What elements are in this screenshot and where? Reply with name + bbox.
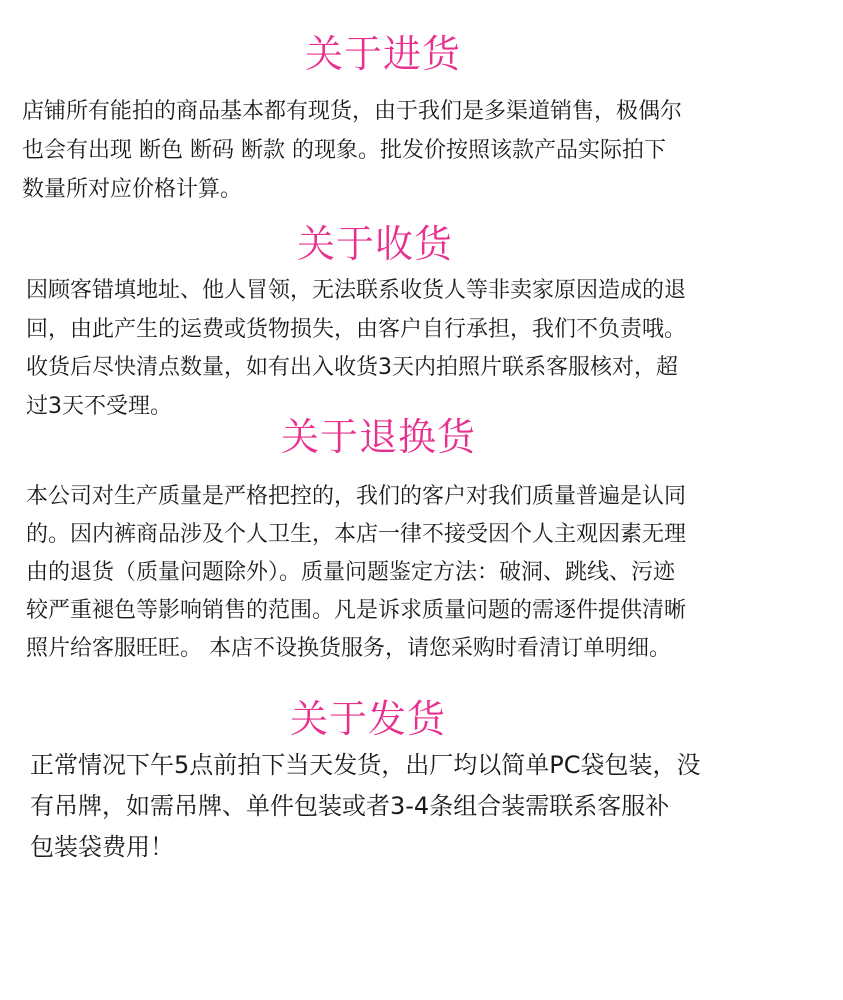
body-line: 有吊牌，如需吊牌、单件包装或者3-4条组合装需联系客服补 xyxy=(30,792,670,820)
body-line: 照片给客服旺旺。 本店不设换货服务，请您采购时看清订单明细。 xyxy=(26,636,671,661)
body-line: 的。因内裤商品涉及个人卫生，本店一律不接受因个人主观因素无理 xyxy=(26,522,687,547)
body-line: 由的退货（质量问题除外）。质量问题鉴定方法：破洞、跳线、污迹 xyxy=(26,560,676,585)
body-line: 本公司对生产质量是严格把控的，我们的客户对我们质量普遍是认同 xyxy=(26,484,687,509)
section-title-purchasing: 关于进货 xyxy=(305,32,462,76)
section-body-returns xyxy=(26,478,686,668)
body-line: 数量所对应价格计算。 xyxy=(22,177,243,202)
body-line: 因顾客错填地址、他人冒领，无法联系收货人等非卖家原因造成的退 xyxy=(26,278,687,303)
body-line: 也会有出现 断色 断码 断款 的现象。批发价按照该款产品实际拍下 xyxy=(22,138,666,163)
body-line: 正常情况下午5点前拍下当天发货，出厂均以简单PC袋包装，没 xyxy=(30,751,701,779)
section-title-shipping: 关于发货 xyxy=(290,697,447,741)
body-line: 店铺所有能拍的商品基本都有现货，由于我们是多渠道销售，极偶尔 xyxy=(22,99,683,124)
section-title-receiving: 关于收货 xyxy=(297,222,454,266)
body-line: 回，由此产生的运费或货物损失，由客户自行承担，我们不负责哦。 xyxy=(26,316,687,342)
section-body-purchasing xyxy=(22,92,682,209)
section-body-shipping xyxy=(30,745,701,868)
body-line: 较严重褪色等影响销售的范围。凡是诉求质量问题的需逐件提供清晰 xyxy=(26,598,687,623)
body-line: 过3天不受理。 xyxy=(26,393,172,419)
body-line: 收货后尽快清点数量，如有出入收货3天内拍照片联系客服核对，超 xyxy=(26,355,678,380)
section-body-receiving xyxy=(26,272,686,426)
body-line: 包装袋费用！ xyxy=(30,833,174,861)
section-title-returns: 关于退换货 xyxy=(281,415,477,459)
